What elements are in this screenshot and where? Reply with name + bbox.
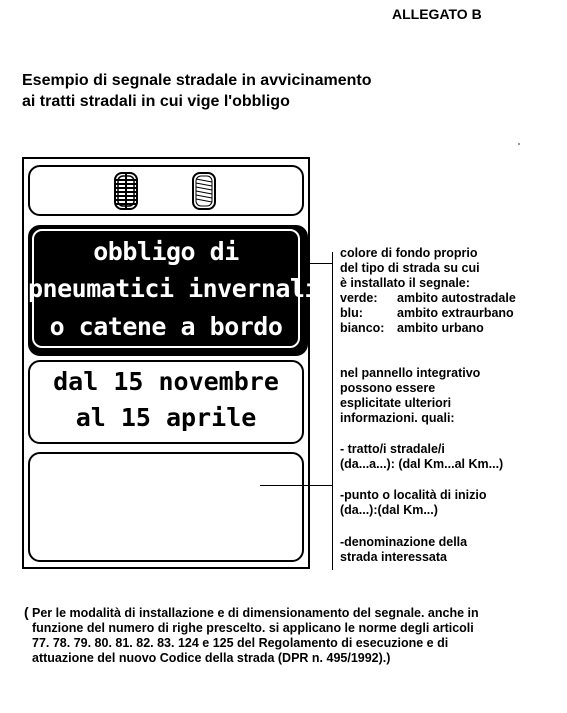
footer-line: attuazione del nuovo Codice della strada (DPR n. 495/1992).) (32, 651, 391, 665)
scan-speck (518, 143, 520, 145)
notes-intro-line: informazioni. quali: (340, 411, 455, 425)
notes-item-road-name (340, 535, 467, 565)
annex-label: ALLEGATO B (392, 6, 482, 22)
connector-legend-line (306, 263, 332, 264)
obligation-line-2: pneumatici invernali (28, 274, 320, 303)
winter-tyre-icon (190, 172, 218, 210)
page-title-line-1: Esempio di segnale stradale in avvicinamento (22, 72, 372, 89)
legend-row-blue (340, 306, 516, 321)
notes-item-line: -denominazione della (340, 535, 468, 549)
legend-row-green (340, 291, 516, 306)
obligation-line-1: obbligo di (93, 237, 239, 266)
notes-item-road-sections (340, 442, 503, 472)
footer-open-paren: ( (24, 604, 29, 620)
page-title-line-2: ai tratti stradali in cui vige l'obbligo (22, 93, 290, 110)
connector-panel-line (260, 485, 332, 486)
legend-intro-line: colore di fondo proprio (340, 246, 478, 260)
legend-key: blu: (340, 306, 363, 320)
legend-row-white (340, 321, 516, 336)
connector-vertical-line (332, 252, 333, 570)
notes-intro-line: esplicitate ulteriori (340, 396, 452, 410)
footer-line: funzione del numero di righe prescelto. si applicano le norme degli articoli (32, 621, 474, 635)
legend-value: ambito urbano (397, 321, 484, 335)
tyre-with-chains-icon (112, 172, 140, 210)
notes-item-line: strada interessata (340, 550, 448, 564)
notes-item-line: (da...):(dal Km...) (340, 503, 438, 517)
legend-intro-line: è installato il segnale: (340, 276, 470, 290)
notes-item-line: -punto o località di inizio (340, 488, 487, 502)
tyre-icons-panel (28, 165, 304, 216)
period-line-1: dal 15 novembre (53, 367, 279, 396)
notes-item-line: - tratto/i stradale/i (340, 442, 445, 456)
footer-line: Per le modalità di installazione e di dimensionamento del segnale. anche in (32, 606, 479, 620)
legend-key: verde: (340, 291, 378, 305)
notes-intro-line: possono essere (340, 381, 436, 395)
period-line-2: al 15 aprile (75, 403, 257, 432)
notes-item-start-point (340, 488, 487, 518)
supplementary-panel (28, 452, 304, 562)
background-color-legend (340, 246, 516, 336)
footer-line: 77. 78. 79. 80. 81. 82. 83. 124 e 125 del Regolamento di esecuzione e di (32, 636, 449, 650)
legend-value: ambito autostradale (397, 291, 516, 305)
notes-item-line: (da...a...): (dal Km...al Km...) (340, 457, 504, 471)
notes-intro (340, 366, 480, 426)
legend-intro-line: del tipo di strada su cui (340, 261, 480, 275)
footer-note (32, 606, 552, 666)
obligation-line-3: o catene a bordo (49, 312, 283, 341)
legend-key: bianco: (340, 321, 385, 335)
legend-value: ambito extraurbano (397, 306, 514, 320)
notes-intro-line: nel pannello integrativo (340, 366, 481, 380)
